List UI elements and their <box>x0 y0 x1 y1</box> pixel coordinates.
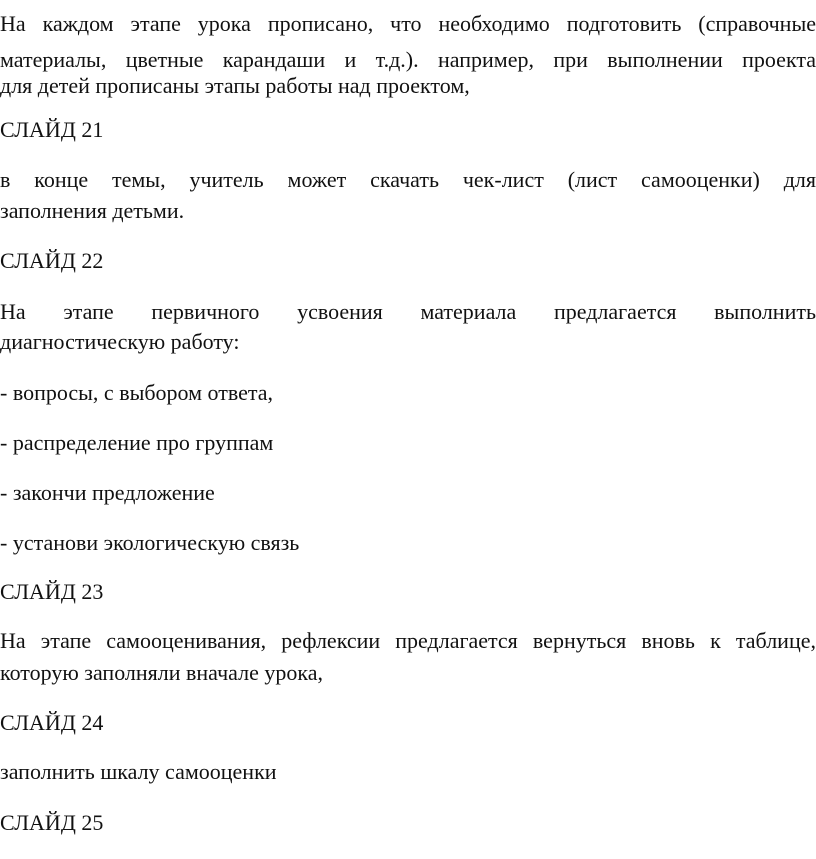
list-item: - вопросы, с выбором ответа, <box>0 380 274 405</box>
paragraph-line: На этапе самооценивания, рефлексии предлагается вернуться вновь к таблице, <box>0 628 816 653</box>
paragraph-line: заполнить шкалу самооценки <box>0 759 277 784</box>
paragraph-line: которую заполняли вначале урока, <box>0 660 323 685</box>
paragraph-line: материалы, цветные карандаши и т.д.). например, при выполнении проекта <box>0 47 816 72</box>
list-item: - закончи предложение <box>0 480 215 505</box>
slide-heading: СЛАЙД 24 <box>0 710 104 735</box>
paragraph-line: в конце темы, учитель может скачать чек-лист (лист самооценки) для <box>0 167 816 192</box>
paragraph-line: На этапе первичного усвоения материала предлагается выполнить <box>0 299 816 324</box>
slide-heading: СЛАЙД 21 <box>0 117 104 142</box>
list-item: - установи экологическую связь <box>0 530 300 555</box>
slide-heading: СЛАЙД 23 <box>0 579 104 604</box>
paragraph-line: диагностическую работу: <box>0 329 240 354</box>
list-item: - распределение про группам <box>0 430 274 455</box>
slide-heading: СЛАЙД 22 <box>0 248 104 273</box>
paragraph-line: для детей прописаны этапы работы над проектом, <box>0 73 470 98</box>
paragraph-line: На каждом этапе урока прописано, что необходимо подготовить (справочные <box>0 11 816 36</box>
paragraph-line: заполнения детьми. <box>0 198 185 223</box>
slide-heading: СЛАЙД 25 <box>0 810 104 835</box>
